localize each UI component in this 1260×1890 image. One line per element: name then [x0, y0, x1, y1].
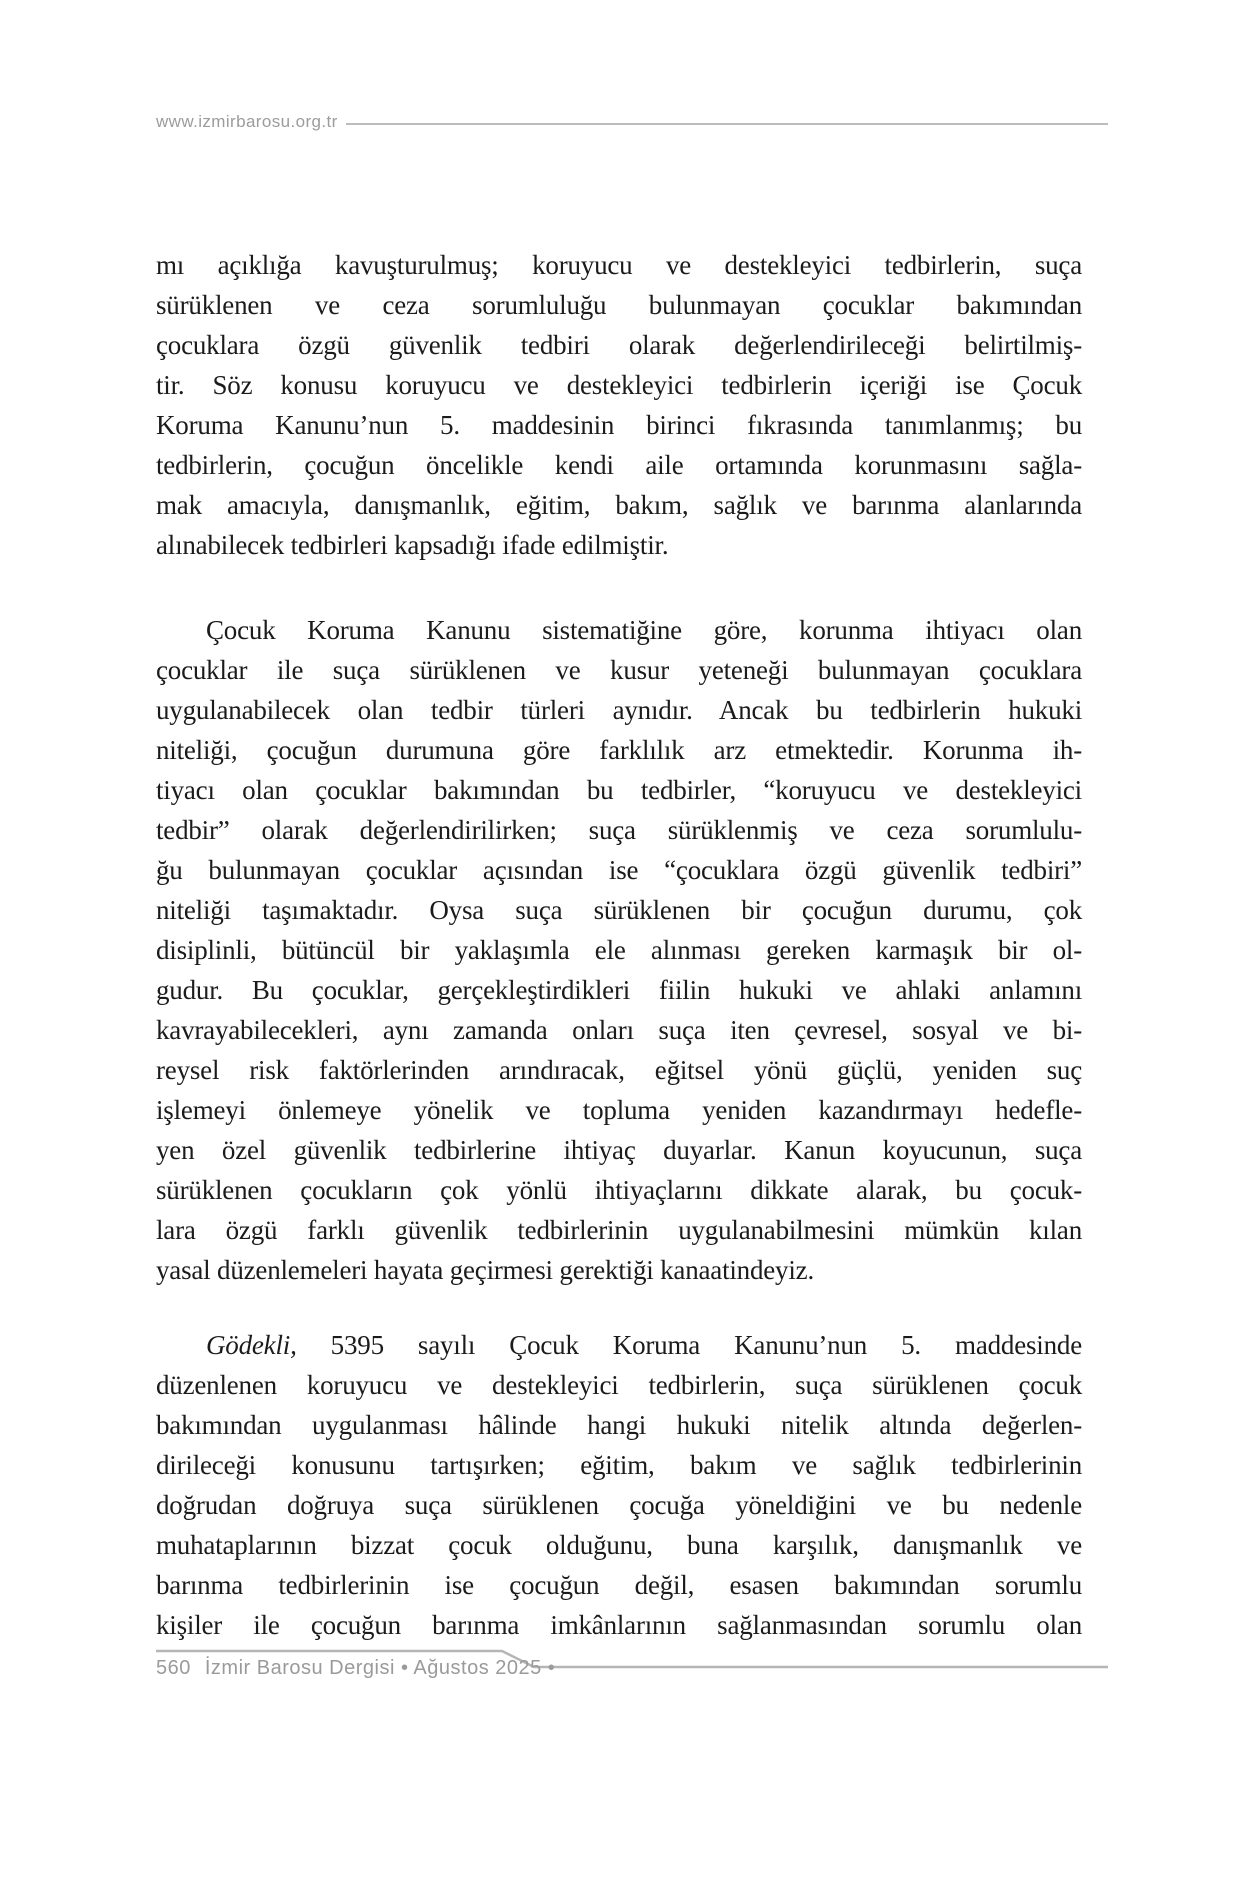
text-line: çocuklar ile suça sürüklenen ve kusur yeteneği bulunmayan çocuklara: [156, 655, 1082, 685]
text-line: tiyacı olan çocuklar bakımından bu tedbirler, “koruyucu ve destekleyici: [156, 775, 1082, 805]
paragraph-2: [156, 610, 1082, 1290]
page-body-text: [156, 245, 1082, 1645]
cited-author-name: Gödekli,: [206, 1330, 297, 1360]
page-footer: [156, 1657, 555, 1680]
text-line-rest: 5395 sayılı Çocuk Koruma Kanunu’nun 5. maddesinde: [330, 1330, 1082, 1360]
page-number: 560: [156, 1657, 191, 1679]
header-website-url: www.izmirbarosu.org.tr: [156, 112, 338, 131]
text-line: disiplinli, bütüncül bir yaklaşımla ele alınması gereken karmaşık bir ol-: [156, 935, 1082, 965]
text-line: düzenlenen koruyucu ve destekleyici tedbirlerin, suça sürüklenen çocuk: [156, 1370, 1082, 1400]
text-line: mak amacıyla, danışmanlık, eğitim, bakım, sağlık ve barınma alanlarında: [156, 490, 1082, 520]
text-line: tedbir” olarak değerlendirilirken; suça sürüklenmiş ve ceza sorumlulu-: [156, 815, 1082, 845]
text-line: gudur. Bu çocuklar, gerçekleştirdikleri fiilin hukuki ve ahlaki anlamını: [156, 975, 1082, 1005]
text-line: muhataplarının bizzat çocuk olduğunu, buna karşılık, danışmanlık ve: [156, 1530, 1082, 1560]
text-line: alınabilecek tedbirleri kapsadığı ifade edilmiştir.: [156, 530, 669, 560]
text-line: barınma tedbirlerinin ise çocuğun değil, esasen bakımından sorumlu: [156, 1570, 1082, 1600]
text-line: yen özel güvenlik tedbirlerine ihtiyaç duyarlar. Kanun koyucunun, suça: [156, 1135, 1082, 1165]
text-line: kişiler ile çocuğun barınma imkânlarının sağlanmasından sorumlu olan: [156, 1610, 1082, 1640]
text-line: dirileceği konusunu tartışırken; eğitim, bakım ve sağlık tedbirlerinin: [156, 1450, 1082, 1480]
header-rule: [346, 123, 1108, 125]
text-line: uygulanabilecek olan tedbir türleri aynıdır. Ancak bu tedbirlerin hukuki: [156, 695, 1082, 725]
text-line: ğu bulunmayan çocuklar açısından ise “çocuklara özgü güvenlik tedbiri”: [156, 855, 1082, 885]
text-line: işlemeyi önlemeye yönelik ve topluma yeniden kazandırmayı hedefle-: [156, 1095, 1082, 1125]
journal-issue-label: İzmir Barosu Dergisi • Ağustos 2025 •: [204, 1657, 556, 1679]
text-line: sürüklenen çocukların çok yönlü ihtiyaçlarını dikkate alarak, bu çocuk-: [156, 1175, 1082, 1205]
text-line: Koruma Kanunu’nun 5. maddesinin birinci fıkrasında tanımlanmış; bu: [156, 410, 1082, 440]
text-line: yasal düzenlemeleri hayata geçirmesi gerektiği kanaatindeyiz.: [156, 1255, 814, 1285]
paragraph-3: [156, 1325, 1082, 1645]
page-header: [156, 112, 1108, 132]
text-line: çocuklara özgü güvenlik tedbiri olarak değerlendirileceği belirtilmiş-: [156, 330, 1082, 360]
paragraph-1: [156, 245, 1082, 565]
text-line: sürüklenen ve ceza sorumluluğu bulunmayan çocuklar bakımından: [156, 290, 1082, 320]
text-line: doğrudan doğruya suça sürüklenen çocuğa yöneldiğini ve bu nedenle: [156, 1490, 1082, 1520]
text-line: tedbirlerin, çocuğun öncelikle kendi aile ortamında korunmasını sağla-: [156, 450, 1082, 480]
text-line: bakımından uygulanması hâlinde hangi hukuki nitelik altında değerlen-: [156, 1410, 1082, 1440]
text-line: tir. Söz konusu koruyucu ve destekleyici tedbirlerin içeriği ise Çocuk: [156, 370, 1082, 400]
text-line: [156, 1325, 1082, 1365]
text-line: kavrayabilecekleri, aynı zamanda onları suça iten çevresel, sosyal ve bi-: [156, 1015, 1082, 1045]
text-line: reysel risk faktörlerinden arındıracak, eğitsel yönü güçlü, yeniden suç: [156, 1055, 1082, 1085]
text-line: mı açıklığa kavuşturulmuş; koruyucu ve destekleyici tedbirlerin, suça: [156, 250, 1082, 280]
text-line: lara özgü farklı güvenlik tedbirlerinin uygulanabilmesini mümkün kılan: [156, 1215, 1082, 1245]
text-line: niteliği, çocuğun durumuna göre farklılık arz etmektedir. Korunma ih-: [156, 735, 1082, 765]
text-line: niteliği taşımaktadır. Oysa suça sürüklenen bir çocuğun durumu, çok: [156, 895, 1082, 925]
text-line: Çocuk Koruma Kanunu sistematiğine göre, korunma ihtiyacı olan: [206, 615, 1082, 645]
